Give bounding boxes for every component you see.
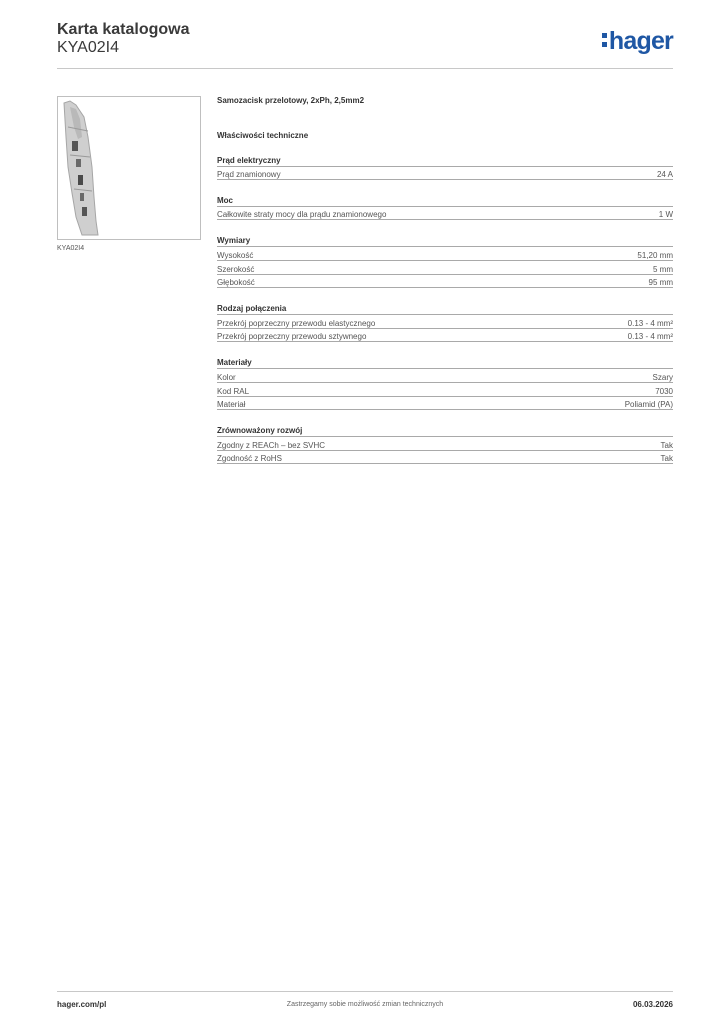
spec-value: Tak	[660, 454, 673, 463]
spec-row	[217, 450, 673, 464]
spec-value: 24 A	[656, 170, 673, 179]
spec-row	[217, 382, 673, 396]
spec-label: Szerokość	[217, 265, 255, 274]
page-header	[57, 21, 673, 69]
footer-disclaimer: Zastrzegamy sobie możliwość zmian technicznych	[286, 1001, 444, 1008]
spec-row	[217, 314, 673, 328]
main-content	[217, 96, 673, 464]
spec-row	[217, 166, 673, 180]
image-caption: KYA02I4	[57, 245, 85, 252]
spec-value: 51,20 mm	[637, 251, 673, 260]
logo-dots-icon	[602, 33, 607, 49]
properties-title: Właściwości techniczne	[217, 131, 309, 140]
spec-section	[217, 156, 673, 180]
spec-value: 95 mm	[648, 278, 673, 287]
section-title: Moc	[217, 196, 233, 205]
section-title: Rodzaj połączenia	[217, 304, 287, 313]
spec-label: Kod RAL	[217, 387, 250, 396]
spec-section	[217, 426, 673, 464]
spec-section	[217, 358, 673, 410]
spec-section	[217, 304, 673, 342]
document-title: Karta katalogowa	[57, 21, 190, 38]
spec-label: Zgodność z RoHS	[217, 454, 282, 463]
spec-row	[217, 206, 673, 220]
spec-section	[217, 236, 673, 288]
logo-text: hager	[608, 27, 673, 55]
section-title: Prąd elektryczny	[217, 156, 281, 165]
page-footer	[57, 991, 673, 1013]
spec-row	[217, 274, 673, 288]
spec-value: 7030	[655, 387, 673, 396]
spec-row	[217, 396, 673, 410]
footer-date: 06.03.2026	[632, 1000, 673, 1009]
spec-row	[217, 368, 673, 382]
spec-row	[217, 246, 673, 260]
spec-value: 0.13 - 4 mm²	[627, 319, 673, 328]
spec-label: Zgodny z REACh – bez SVHC	[217, 441, 326, 450]
hager-logo	[602, 28, 673, 54]
product-code: KYA02I4	[57, 39, 119, 56]
spec-value: 1 W	[658, 210, 673, 219]
spec-label: Całkowite straty mocy dla prądu znamionowego	[217, 210, 387, 219]
section-title: Zrównoważony rozwój	[217, 426, 303, 435]
spec-row	[217, 260, 673, 274]
spec-label: Głębokość	[217, 278, 255, 287]
section-title: Materiały	[217, 358, 252, 367]
product-description: Samozacisk przelotowy, 2xPh, 2,5mm2	[217, 96, 365, 105]
footer-website[interactable]: hager.com/pl	[57, 1000, 107, 1009]
spec-section	[217, 196, 673, 220]
spec-value: Szary	[652, 373, 673, 382]
spec-label: Materiał	[217, 400, 246, 409]
spec-label: Kolor	[217, 373, 236, 382]
spec-row	[217, 328, 673, 342]
spec-label: Przekrój poprzeczny przewodu elastycznego	[217, 319, 376, 328]
terminal-block-photo-icon	[58, 97, 200, 239]
spec-sections	[217, 156, 673, 464]
spec-label: Przekrój poprzeczny przewodu sztywnego	[217, 332, 367, 341]
spec-row	[217, 436, 673, 450]
spec-value: Poliamid (PA)	[624, 400, 673, 409]
section-title: Wymiary	[217, 236, 251, 245]
spec-value: 5 mm	[653, 265, 673, 274]
spec-label: Wysokość	[217, 251, 254, 260]
product-image	[57, 96, 201, 240]
spec-value: 0.13 - 4 mm²	[627, 332, 673, 341]
spec-label: Prąd znamionowy	[217, 170, 281, 179]
spec-value: Tak	[660, 441, 673, 450]
